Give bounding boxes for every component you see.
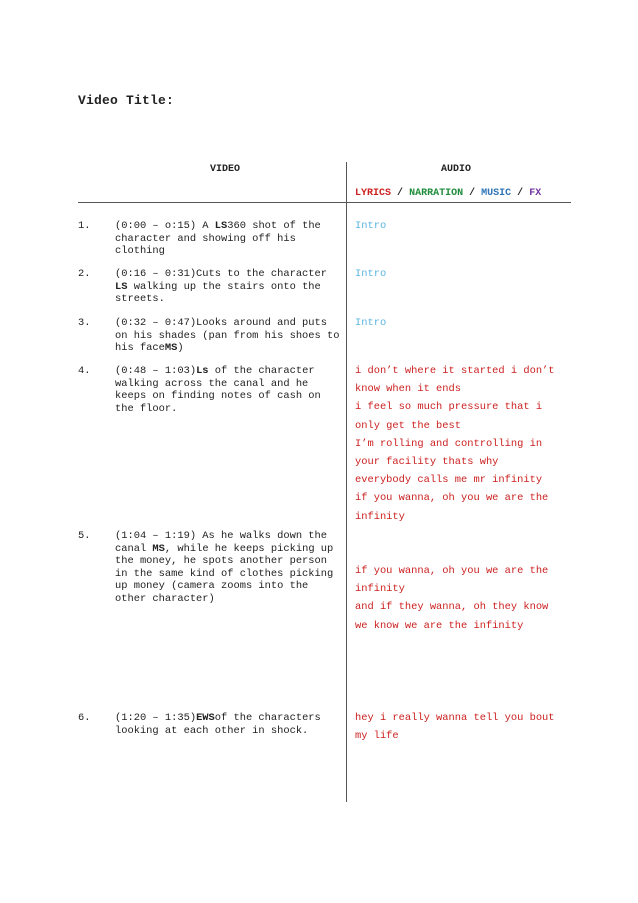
- video-column-header: VIDEO: [210, 164, 241, 175]
- lyric-line: infinity: [355, 583, 405, 596]
- desc-text: of the characters looking at each other in shock.: [115, 712, 321, 737]
- lyric-line: if you wanna, oh you we are the: [355, 565, 549, 577]
- lyric-line: know when it ends: [355, 383, 462, 396]
- lyrics-block-3: [355, 709, 570, 745]
- legend-fx: FX: [529, 188, 542, 199]
- legend-music: MUSIC: [481, 188, 512, 199]
- lyrics-block-1: [355, 362, 570, 526]
- desc-text: , while he keeps picking up the money, he spots another person in the same kind of clothes picking up money (camera zooms into the other character): [115, 542, 334, 605]
- shot-type: LS: [115, 280, 128, 293]
- shot-type: LS: [214, 220, 228, 232]
- lyric-line: i don’t where it started i don’t: [355, 365, 555, 377]
- lyric-line: my life: [355, 730, 399, 743]
- shot-type: Ls: [196, 365, 209, 377]
- lyric-line: infinity: [355, 510, 405, 523]
- shot-number: 6.: [78, 712, 91, 724]
- lyric-line: and if they wanna, oh they know: [355, 601, 549, 614]
- lyric-line: if you wanna, oh you we are the: [355, 492, 549, 505]
- legend-separator: /: [469, 188, 476, 199]
- shot-type: MS: [164, 342, 178, 355]
- shot-description: [115, 220, 343, 258]
- lyric-line: i feel so much pressure that i: [355, 401, 543, 414]
- legend-separator: /: [517, 188, 524, 199]
- column-divider: [346, 162, 347, 802]
- video-title: Video Title:: [78, 93, 175, 108]
- desc-text: (0:48 – 1:03): [115, 365, 197, 377]
- desc-text: (0:32 – 0:47)Looks around and puts on his shades (pan from his shoes to his face: [115, 317, 340, 355]
- desc-text: (0:16 – 0:31)Cuts to the character: [115, 268, 328, 280]
- shot-number: 2.: [78, 268, 91, 280]
- lyric-line: your facility thats why: [355, 456, 499, 469]
- audio-intro-3: Intro: [355, 317, 387, 329]
- desc-text: ): [177, 342, 184, 355]
- shot-description: [115, 268, 343, 306]
- shot-number: 1.: [78, 220, 91, 232]
- lyric-line: only get the best: [355, 419, 462, 432]
- lyric-line: hey i really wanna tell you bout: [355, 712, 555, 724]
- audio-intro-2: Intro: [355, 268, 387, 280]
- shot-type: EWS: [196, 712, 215, 724]
- shot-number: 4.: [78, 365, 91, 377]
- shot-description: [115, 712, 343, 737]
- legend-separator: /: [397, 188, 404, 199]
- shot-type: MS: [152, 542, 165, 555]
- lyrics-block-2: [355, 562, 570, 635]
- shot-number: 3.: [78, 317, 91, 329]
- legend-lyrics: LYRICS: [355, 188, 392, 199]
- shot-description: [115, 365, 343, 415]
- shot-description: [115, 317, 343, 355]
- lyric-line: we know we are the infinity: [355, 619, 524, 632]
- desc-text: (0:00 – o:15) A: [115, 220, 215, 232]
- desc-text: of the character walking across the canal and he keeps on finding notes of cash on the floor.: [115, 365, 321, 415]
- lyric-line: I’m rolling and controlling in: [355, 437, 543, 450]
- legend-narration: NARRATION: [409, 188, 464, 199]
- lyric-line: everybody calls me mr infinity: [355, 474, 543, 487]
- desc-text: (1:04 – 1:19) As he walks down the canal: [115, 530, 328, 555]
- audio-legend: [355, 188, 541, 199]
- desc-text: (1:20 – 1:35): [115, 712, 197, 724]
- shot-description: [115, 530, 343, 606]
- shot-number: 5.: [78, 530, 91, 542]
- header-rule: [78, 202, 571, 203]
- audio-intro-1: Intro: [355, 220, 387, 232]
- desc-text: 360 shot of the character and showing off his clothing: [115, 220, 321, 258]
- desc-text: walking up the stairs onto the streets.: [115, 280, 321, 306]
- audio-column-header: AUDIO: [441, 164, 472, 175]
